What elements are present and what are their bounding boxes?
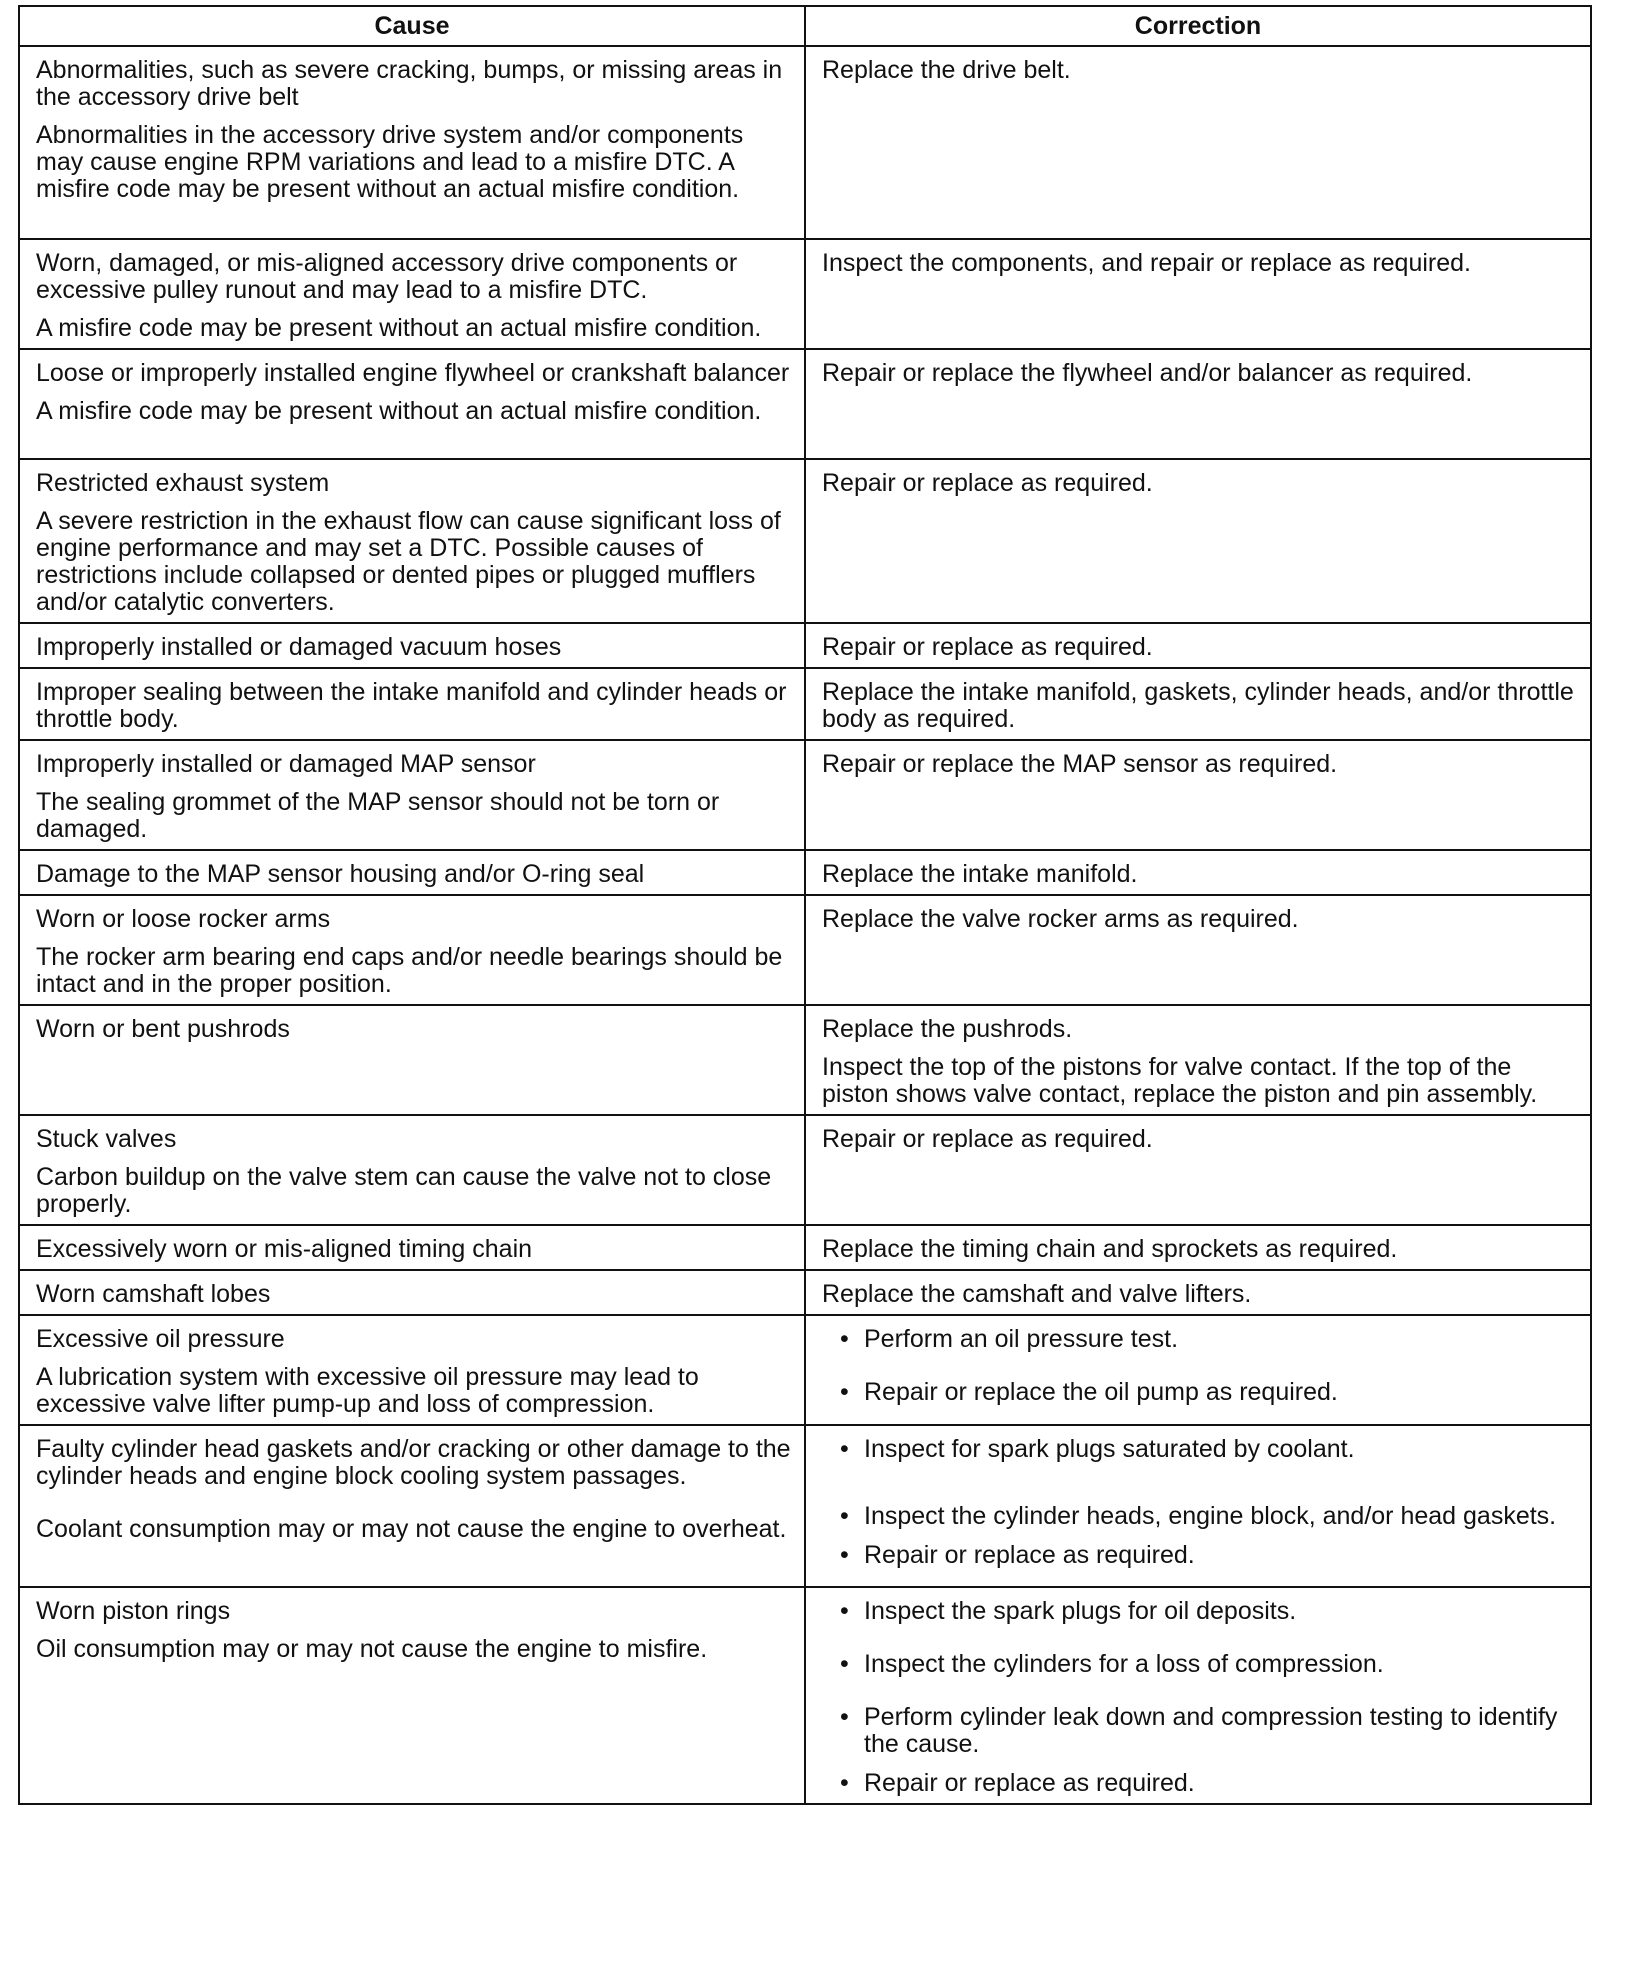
cause-note: Coolant consumption may or may not cause the engine to overheat. <box>36 1515 787 1543</box>
cause-cell <box>19 46 805 239</box>
cause-text: Worn piston rings <box>36 1597 231 1625</box>
correction-cell <box>805 740 1591 850</box>
table-row <box>19 1587 1591 1804</box>
list-item: • Repair or replace as required. <box>864 1542 1578 1569</box>
diagnostic-table <box>18 5 1592 1805</box>
header-correction: Correction <box>805 6 1591 46</box>
correction-text: Repair or replace as required. <box>822 469 1153 497</box>
correction-cell <box>805 623 1591 668</box>
cause-text: Improper sealing between the intake manifold and cylinder heads or throttle body. <box>36 678 787 733</box>
cause-cell <box>19 1270 805 1315</box>
table-row <box>19 895 1591 1005</box>
cause-cell <box>19 740 805 850</box>
header-cause: Cause <box>19 6 805 46</box>
correction-cell <box>805 46 1591 239</box>
cause-note: Abnormalities in the accessory drive system and/or components may cause engine RPM variations and lead to a misfire DTC. A misfire code may be present without an actual misfire condition. <box>36 121 744 203</box>
list-item: • Repair or replace the oil pump as required. <box>864 1379 1578 1406</box>
table-row <box>19 239 1591 349</box>
cause-note: A misfire code may be present without an actual misfire condition. <box>36 397 762 425</box>
table-row <box>19 349 1591 459</box>
correction-cell <box>805 850 1591 895</box>
table-row <box>19 1005 1591 1115</box>
correction-cell <box>805 239 1591 349</box>
cause-cell <box>19 1425 805 1587</box>
table-row <box>19 740 1591 850</box>
correction-text: Repair or replace as required. <box>822 1125 1153 1153</box>
cause-cell <box>19 349 805 459</box>
correction-cell <box>805 1225 1591 1270</box>
table-row <box>19 1270 1591 1315</box>
table-row <box>19 1425 1591 1587</box>
list-item: • Inspect for spark plugs saturated by coolant. <box>864 1436 1578 1463</box>
cause-text: Worn or bent pushrods <box>36 1015 290 1043</box>
table-row <box>19 1315 1591 1425</box>
correction-text: Repair or replace as required. <box>822 633 1153 661</box>
cause-note: Carbon buildup on the valve stem can cause the valve not to close properly. <box>36 1163 772 1218</box>
correction-list <box>822 1598 1578 1797</box>
cause-cell <box>19 239 805 349</box>
cause-note: The rocker arm bearing end caps and/or needle bearings should be intact and in the proper position. <box>36 943 783 998</box>
cause-note: A misfire code may be present without an actual misfire condition. <box>36 314 762 342</box>
correction-cell <box>805 1005 1591 1115</box>
table-row <box>19 1225 1591 1270</box>
cause-cell <box>19 1115 805 1225</box>
list-item: • Inspect the spark plugs for oil deposits. <box>864 1598 1578 1625</box>
table-row <box>19 1115 1591 1225</box>
table-row <box>19 623 1591 668</box>
cause-text: Worn camshaft lobes <box>36 1280 271 1308</box>
correction-text: Replace the intake manifold. <box>822 860 1138 888</box>
correction-text: Repair or replace the flywheel and/or balancer as required. <box>822 359 1473 387</box>
cause-cell <box>19 895 805 1005</box>
cause-text: Worn, damaged, or mis-aligned accessory drive components or excessive pulley runout and may lead to a misfire DTC. <box>36 249 738 304</box>
correction-cell <box>805 1425 1591 1587</box>
cause-cell <box>19 1225 805 1270</box>
correction-cell <box>805 895 1591 1005</box>
correction-text: Replace the pushrods. <box>822 1015 1073 1043</box>
cause-cell <box>19 1315 805 1425</box>
correction-text: Repair or replace the MAP sensor as required. <box>822 750 1338 778</box>
correction-list <box>822 1326 1578 1406</box>
correction-cell <box>805 1315 1591 1425</box>
correction-text: Replace the timing chain and sprockets as required. <box>822 1235 1398 1263</box>
cause-note: A lubrication system with excessive oil pressure may lead to excessive valve lifter pump-up and loss of compression. <box>36 1363 699 1418</box>
correction-text: Replace the intake manifold, gaskets, cylinder heads, and/or throttle body as required. <box>822 678 1574 733</box>
correction-cell <box>805 459 1591 623</box>
cause-text: Abnormalities, such as severe cracking, bumps, or missing areas in the accessory drive belt <box>36 56 783 111</box>
list-item: • Perform cylinder leak down and compression testing to identify the cause. <box>864 1704 1578 1758</box>
cause-text: Damage to the MAP sensor housing and/or O-ring seal <box>36 860 645 888</box>
correction-text: Inspect the components, and repair or replace as required. <box>822 249 1471 277</box>
list-item: • Inspect the cylinders for a loss of compression. <box>864 1651 1578 1678</box>
cause-cell <box>19 459 805 623</box>
correction-cell <box>805 1115 1591 1225</box>
list-item: • Repair or replace as required. <box>864 1770 1578 1797</box>
correction-cell <box>805 349 1591 459</box>
correction-list <box>822 1436 1578 1569</box>
cause-cell <box>19 623 805 668</box>
correction-text: Replace the camshaft and valve lifters. <box>822 1280 1252 1308</box>
table-row <box>19 668 1591 740</box>
correction-cell <box>805 1587 1591 1804</box>
cause-cell <box>19 668 805 740</box>
list-item: • Perform an oil pressure test. <box>864 1326 1578 1353</box>
cause-text: Loose or improperly installed engine flywheel or crankshaft balancer <box>36 359 790 387</box>
correction-text: Replace the valve rocker arms as required. <box>822 905 1299 933</box>
cause-note: The sealing grommet of the MAP sensor should not be torn or damaged. <box>36 788 720 843</box>
correction-note: Inspect the top of the pistons for valve contact. If the top of the piston shows valve contact, replace the piston and pin assembly. <box>822 1053 1538 1108</box>
cause-note: Oil consumption may or may not cause the engine to misfire. <box>36 1635 708 1663</box>
cause-cell <box>19 850 805 895</box>
cause-text: Faulty cylinder head gaskets and/or cracking or other damage to the cylinder heads and engine block cooling system passages. <box>36 1435 791 1490</box>
correction-cell <box>805 1270 1591 1315</box>
cause-text: Stuck valves <box>36 1125 177 1153</box>
cause-text: Excessively worn or mis-aligned timing chain <box>36 1235 533 1263</box>
cause-text: Improperly installed or damaged MAP sensor <box>36 750 536 778</box>
list-item: • Inspect the cylinder heads, engine block, and/or head gaskets. <box>864 1503 1578 1530</box>
correction-cell <box>805 668 1591 740</box>
correction-text: Replace the drive belt. <box>822 56 1071 84</box>
header-row <box>19 6 1591 46</box>
cause-cell <box>19 1587 805 1804</box>
table-row <box>19 850 1591 895</box>
cause-note: A severe restriction in the exhaust flow can cause significant loss of engine performance and may set a DTC. Possible causes of restrictions include collapsed or dented pipes or plugged mufflers and/or catalytic converters. <box>36 507 781 616</box>
cause-text: Worn or loose rocker arms <box>36 905 331 933</box>
cause-cell <box>19 1005 805 1115</box>
table-row <box>19 459 1591 623</box>
cause-text: Improperly installed or damaged vacuum hoses <box>36 633 562 661</box>
table-row <box>19 46 1591 239</box>
cause-text: Excessive oil pressure <box>36 1325 285 1353</box>
cause-text: Restricted exhaust system <box>36 469 330 497</box>
